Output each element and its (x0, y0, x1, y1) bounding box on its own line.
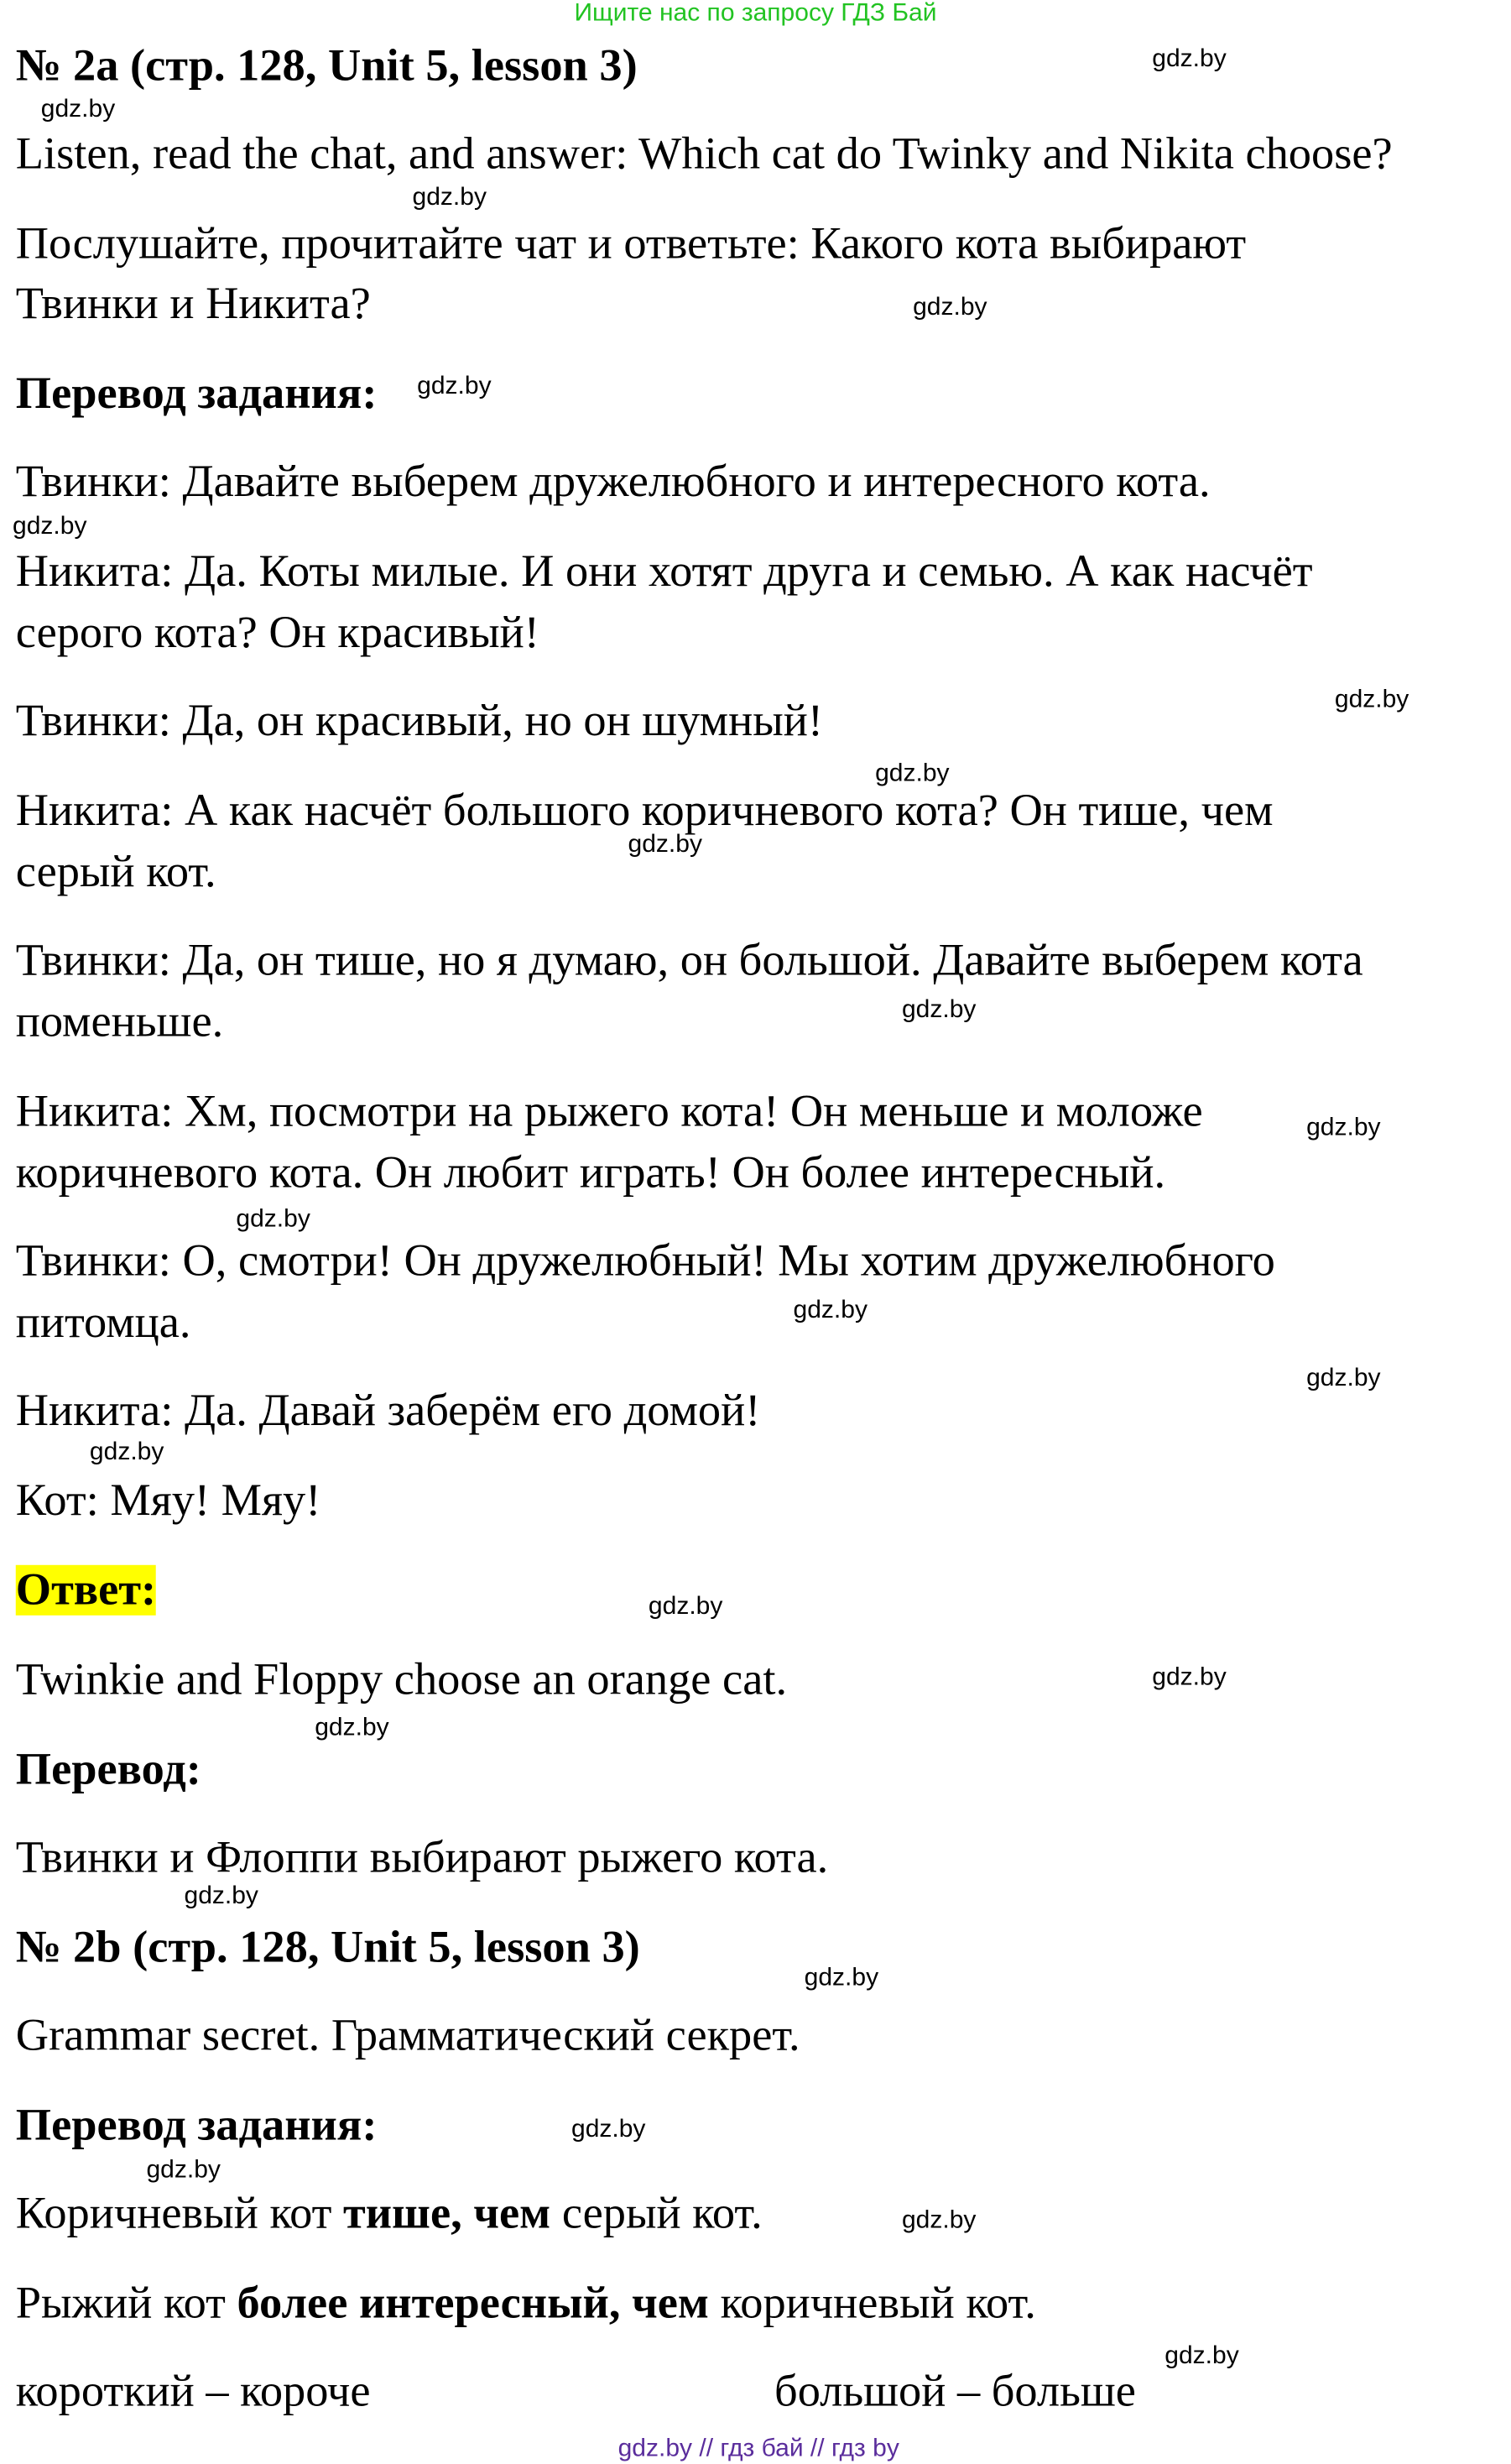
watermark: gdz.by (1165, 2342, 1239, 2370)
header-banner: Ищите нас по запросу ГДЗ Бай (574, 0, 937, 27)
task-2b-title: № 2b (стр. 128, Unit 5, lesson 3) (15, 1922, 640, 1973)
footer-banner: gdz.by // гдз бай // гдз by (617, 2435, 899, 2463)
watermark: gdz.by (236, 1206, 310, 1233)
answer-text: Twinkie and Floppy choose an orange cat. (15, 1654, 788, 1705)
comparative-pair-2: большой – больше (774, 2366, 1136, 2417)
watermark: gdz.by (901, 996, 977, 1024)
example-bold: тише, чем (342, 2188, 551, 2239)
dialogue-line: Твинки: Да, он красивый, но он шумный! (15, 696, 824, 747)
instruction-en: Listen, read the chat, and answer: Which cat do Twinky and Nikita choose? (15, 128, 1393, 180)
dialogue-line: Кот: Мяу! Мяу! (15, 1475, 321, 1526)
watermark: gdz.by (901, 2207, 977, 2235)
dialogue-line: Никита: Хм, посмотри на рыжего кота! Он меньше и моложе (15, 1086, 1203, 1137)
dialogue-line: Твинки: Давайте выберем дружелюбного и интересного кота. (15, 457, 1211, 508)
dialogue-line: Никита: Да. Коты милые. И они хотят друга и семью. А как насчёт (15, 546, 1313, 598)
dialogue-line: Никита: Да. Давай заберём его домой! (15, 1385, 761, 1436)
dialogue-line: Твинки: О, смотри! Он дружелюбный! Мы хотим дружелюбного (15, 1235, 1275, 1287)
dialogue-line: поменьше. (15, 996, 224, 1047)
example-text: Рыжий кот (15, 2278, 237, 2329)
example-text: серый кот. (550, 2188, 763, 2239)
comparative-pair-1: короткий – короче (15, 2366, 371, 2417)
dialogue-line: Твинки: Да, он тише, но я думаю, он большой. Давайте выберем кота (15, 935, 1363, 986)
watermark: gdz.by (1334, 686, 1409, 713)
answer-translation-heading: Перевод: (15, 1744, 201, 1795)
watermark: gdz.by (417, 373, 492, 400)
watermark: gdz.by (571, 2116, 646, 2143)
answer-translation: Твинки и Флоппи выбирают рыжего кота. (15, 1832, 829, 1883)
watermark: gdz.by (628, 831, 702, 859)
example-text: коричневый кот. (709, 2278, 1036, 2329)
example-text: Коричневый кот (15, 2188, 343, 2239)
watermark: gdz.by (913, 294, 987, 321)
watermark: gdz.by (793, 1297, 868, 1324)
dialogue-line: Никита: А как насчёт большого коричневого кота? Он тише, чем (15, 786, 1274, 837)
watermark: gdz.by (1306, 1115, 1381, 1142)
watermark: gdz.by (1152, 45, 1227, 73)
watermark: gdz.by (412, 184, 487, 211)
instruction-ru-line2: Твинки и Никита? (15, 279, 371, 330)
task-2b-translation-heading: Перевод задания: (15, 2100, 378, 2151)
task-2a-title: № 2a (стр. 128, Unit 5, lesson 3) (15, 40, 638, 91)
watermark: gdz.by (804, 1965, 879, 1992)
watermark: gdz.by (648, 1593, 723, 1621)
dialogue-line: коричневого кота. Он любит играть! Он более интересный. (15, 1147, 1166, 1198)
grammar-example-2 (16, 2277, 1036, 2331)
watermark: gdz.by (40, 96, 116, 123)
instruction-ru-line1: Послушайте, прочитайте чат и ответьте: Какого кота выбирают (15, 218, 1247, 269)
dialogue-line: серый кот. (15, 847, 216, 898)
watermark: gdz.by (315, 1715, 389, 1741)
example-bold: более интересный, чем (237, 2278, 710, 2329)
dialogue-line: серого кота? Он красивый! (15, 608, 539, 659)
task-2b-instruction: Grammar secret. Грамматический секрет. (15, 2010, 800, 2061)
grammar-example-1 (16, 2187, 763, 2241)
answer-heading-highlight: Ответ: (15, 1564, 157, 1616)
translation-heading: Перевод задания: (15, 368, 378, 420)
watermark: gdz.by (13, 513, 87, 540)
watermark: gdz.by (89, 1438, 164, 1466)
watermark: gdz.by (1306, 1365, 1381, 1392)
answer-heading (16, 1563, 156, 1617)
dialogue-line: питомца. (15, 1297, 191, 1348)
watermark: gdz.by (1152, 1663, 1227, 1691)
watermark: gdz.by (184, 1882, 258, 1910)
watermark: gdz.by (875, 760, 950, 788)
watermark: gdz.by (146, 2157, 221, 2185)
